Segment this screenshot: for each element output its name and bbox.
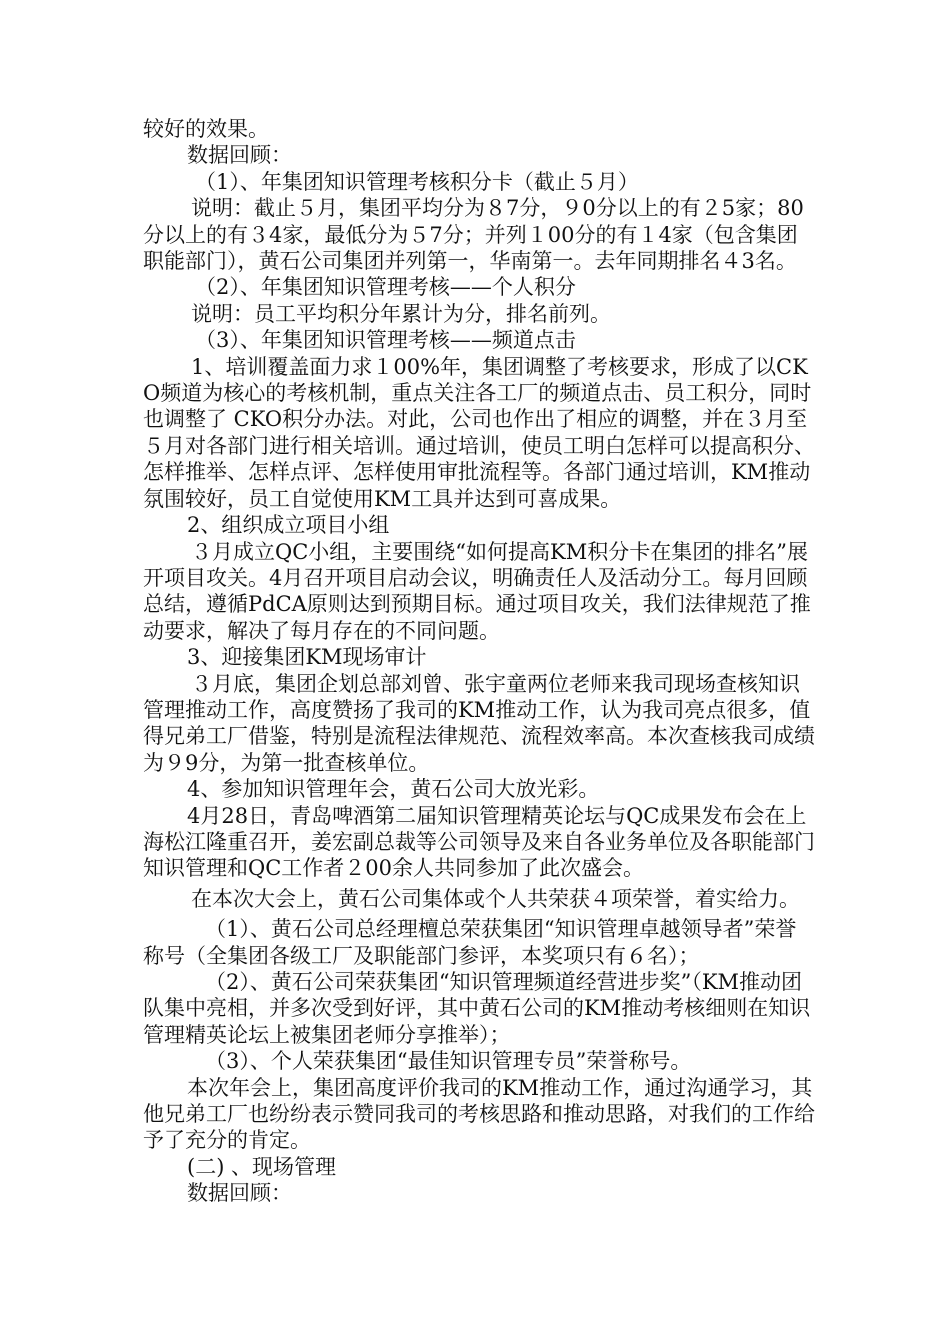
paragraph: 1、培训覆盖面力求１00%年，集团调整了考核要求，形成了以CKO频道为核心的考核机制，重点关注各工厂的频道点击、员工积分，同时也调整了 CKO积分办法。对此，公司也作出了相应的调整，并在３月至５月对各部门进行相关培训。通过培训，使员工明白怎样可以提高积分、怎样推举、怎样点评、怎样使用审批流程等。各部门通过培训，KM推动氛围较好，员工自觉使用KM工具并达到可喜成果。: [143, 354, 815, 511]
paragraph: 2、组织成立项目小组: [187, 513, 390, 538]
paragraph: 说明：截止５月，集团平均分为８7分，９0分以上的有２5家；80分以上的有３4家，最低分为５7分；并列１00分的有１4家（包含集团职能部门），黄石公司集团并列第一，华南第一。去年同期排名４3名。: [143, 196, 804, 274]
paragraph: 本次年会上，集团高度评价我司的KM推动工作，通过沟通学习，其他兄弟工厂也纷纷表示赞同我司的考核思路和推动思路，对我们的工作给予了充分的肯定。: [143, 1075, 815, 1153]
paragraph: 4、参加知识管理年会，黄石公司大放光彩。: [187, 777, 600, 802]
paragraph: 在本次大会上，黄石公司集体或个人共荣获４项荣誉，着实给力。: [191, 886, 800, 911]
paragraph: 数据回顾：: [187, 143, 292, 168]
paragraph: 4月28日，青岛啤酒第二届知识管理精英论坛与QC成果发布会在上海松江隆重召开，姜宏副总裁等公司领导及来自各业务单位及各职能部门知识管理和QC工作者２00余人共同参加了此次盛会。: [143, 803, 815, 881]
paragraph: ３月成立QC小组，主要围绕“如何提高KM积分卡在集团的排名”展开项目攻关。4月召开项目启动会议，明确责任人及活动分工。每月回顾总结，遵循PdCA原则达到预期目标。通过项目攻关，我们法律规范了推动要求，解决了每月存在的不同问题。: [143, 539, 811, 643]
paragraph: 3、迎接集团KM现场审计: [187, 645, 427, 670]
paragraph: ３月底，集团企划总部刘曾、张宇童两位老师来我司现场查核知识管理推动工作，高度赞扬了我司的KM推动工作，认为我司亮点很多，值得兄弟工厂借鉴，特别是流程法律规范、流程效率高。本次查核我司成绩为９9分，为第一批查核单位。: [143, 671, 815, 775]
paragraph: （2）、年集团知识管理考核——个人积分: [195, 275, 576, 300]
paragraph: （3）、个人荣获集团“最佳知识管理专员”荣誉称号。: [205, 1049, 692, 1074]
paragraph: （2）、黄石公司荣获集团“知识管理频道经营进步奖”（KM推动团队集中亮相，并多次受到好评，其中黄石公司的KM推动考核细则在知识管理精英论坛上被集团老师分享推举）；: [143, 970, 811, 1047]
paragraph: （1）、年集团知识管理考核积分卡（截止５月）: [195, 169, 639, 194]
document-body: [143, 116, 815, 1207]
paragraph: (二) 、现场管理: [187, 1154, 337, 1179]
paragraph: 说明：员工平均积分年累计为分，排名前列。: [191, 301, 611, 326]
paragraph: 数据回顾：: [187, 1181, 292, 1206]
paragraph: （3）、年集团知识管理考核——频道点击: [195, 328, 576, 353]
paragraph: 较好的效果。: [143, 117, 269, 141]
paragraph: （1）、黄石公司总经理檀总荣获集团“知识管理卓越领导者”荣誉称号（全集团各级工厂及职能部门参评，本奖项只有６名）；: [143, 917, 797, 968]
